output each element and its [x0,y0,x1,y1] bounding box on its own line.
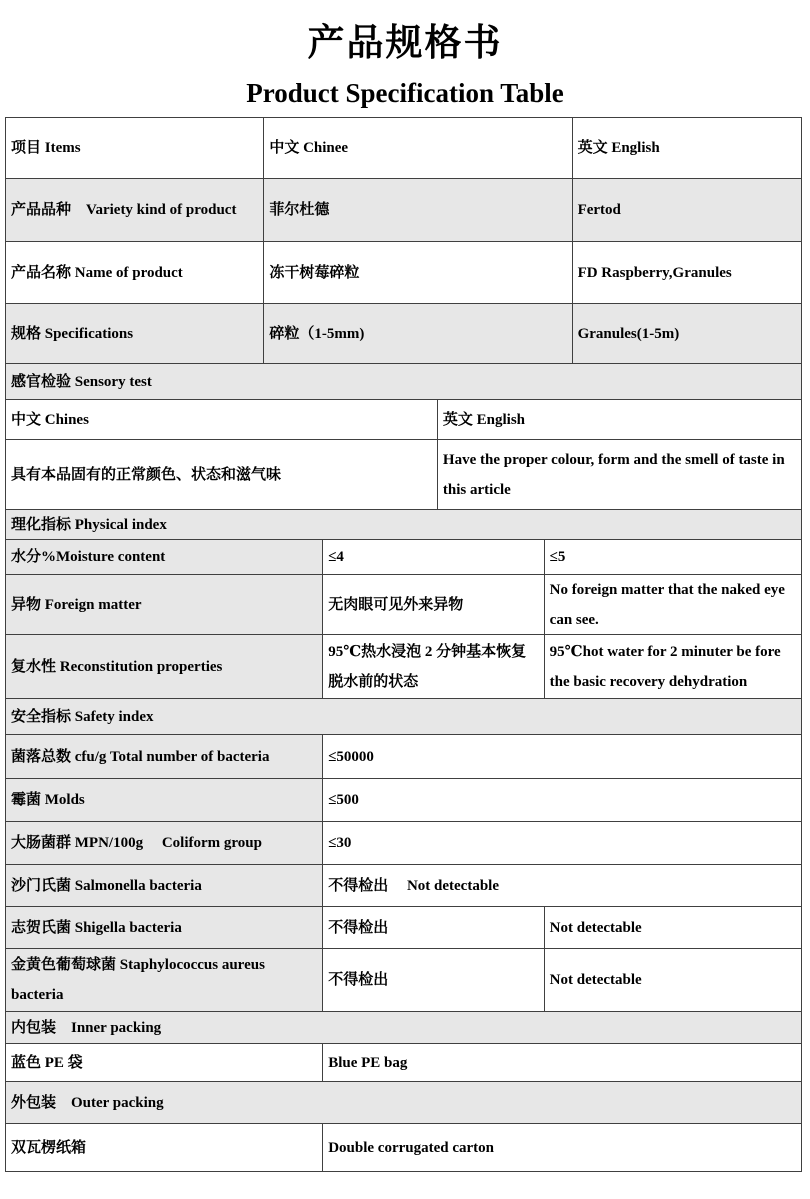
table-row-sensory-header [6,399,801,439]
table-row-foreign-matter [6,574,801,634]
staphylococcus-label: 金黄色葡萄球菌 Staphylococcus aureus bacteria [6,949,322,1011]
reconstitution-cn-value: 95℃热水浸泡 2 分钟基本恢复脱水前的状态 [322,635,543,698]
product-name-label: 产品名称 Name of product [11,264,183,281]
outer-packing-cn-value: 双瓦楞纸箱 [11,1139,87,1156]
bacteria-total-value: ≤50000 [322,735,801,778]
variety-cn-value: 菲尔杜德 [263,179,571,241]
table-row-salmonella [6,864,801,906]
table-row-bacteria-total [6,734,801,778]
staphylococcus-cn-value: 不得检出 [322,949,543,1011]
sensory-header-en: 英文 English [437,400,801,439]
outer-packing-en-value: Double corrugated carton [322,1124,801,1171]
section-header-sensory-test [6,363,801,399]
physical-section-label: 理化指标 Physical index [6,510,801,539]
foreign-matter-cn-value: 无肉眼可见外来异物 [322,575,543,634]
table-row-outer-packing [6,1123,801,1171]
table-row-inner-packing [6,1043,801,1081]
table-row-molds [6,778,801,821]
table-row-reconstitution [6,634,801,698]
sensory-section-label: 感官检验 Sensory test [6,364,801,399]
table-row-sensory-value [6,439,801,509]
table-row-shigella [6,906,801,948]
header-chinese-label: 中文 Chinee [263,118,571,178]
page-title-english: Product Specification Table [246,78,564,108]
variety-label: 产品品种 Variety kind of product [6,179,263,241]
header-english-label: 英文 English [572,118,801,178]
molds-value: ≤500 [322,779,801,821]
salmonella-label: 沙门氏菌 Salmonella bacteria [6,865,322,906]
section-header-outer-packing [6,1081,801,1123]
spec-label: 规格 Specifications [6,304,263,363]
table-row-header [6,118,801,178]
inner-packing-en-value: Blue PE bag [322,1044,801,1081]
shigella-cn-value: 不得检出 [322,907,543,948]
moisture-cn-value: ≤4 [322,540,543,574]
shigella-en-value: Not detectable [544,907,801,948]
table-row-coliform [6,821,801,864]
outer-packing-section-label: 外包装 Outer packing [6,1082,801,1123]
coliform-value: ≤30 [322,822,801,864]
sensory-header-cn: 中文 Chines [11,411,89,428]
reconstitution-en-value: 95℃hot water for 2 minuter be fore the basic recovery dehydration [544,635,801,698]
foreign-matter-en-value: No foreign matter that the naked eye can see. [544,575,801,634]
safety-section-label: 安全指标 Safety index [6,699,801,734]
header-items-label: 项目 Items [11,140,81,156]
salmonella-value: 不得检出 Not detectable [322,865,801,906]
foreign-matter-label: 异物 Foreign matter [6,575,322,634]
reconstitution-label: 复水性 Reconstitution properties [6,635,322,698]
table-row-product-name [6,241,801,303]
inner-packing-section-label: 内包装 Inner packing [6,1012,801,1043]
shigella-label: 志贺氏菌 Shigella bacteria [6,907,322,948]
sensory-cn-value: 具有本品固有的正常颜色、状态和滋气味 [11,466,282,483]
spec-en-value: Granules(1-5m) [572,304,801,363]
molds-label: 霉菌 Molds [6,779,322,821]
bacteria-total-label: 菌落总数 cfu/g Total number of bacteria [6,735,322,778]
table-row-moisture [6,539,801,574]
section-header-safety-index [6,698,801,734]
spec-table [5,117,802,1172]
page-title-chinese: 产品规格书 [307,23,503,64]
spec-cn-value: 碎粒（1-5mm) [263,304,571,363]
staphylococcus-en-value: Not detectable [544,949,801,1011]
table-row-specifications [6,303,801,363]
moisture-en-value: ≤5 [544,540,801,574]
coliform-label: 大肠菌群 MPN/100g Coliform group [6,822,322,864]
table-row-variety [6,178,801,241]
inner-packing-cn-value: 蓝色 PE 袋 [11,1054,83,1071]
section-header-inner-packing [6,1011,801,1043]
product-name-cn-value: 冻干树莓碎粒 [263,242,571,303]
variety-en-value: Fertod [572,179,801,241]
moisture-label: 水分%Moisture content [6,540,322,574]
table-row-staphylococcus [6,948,801,1011]
sensory-en-value: Have the proper colour, form and the smell of taste in this article [437,440,801,509]
section-header-physical-index [6,509,801,539]
product-name-en-value: FD Raspberry,Granules [572,242,801,303]
